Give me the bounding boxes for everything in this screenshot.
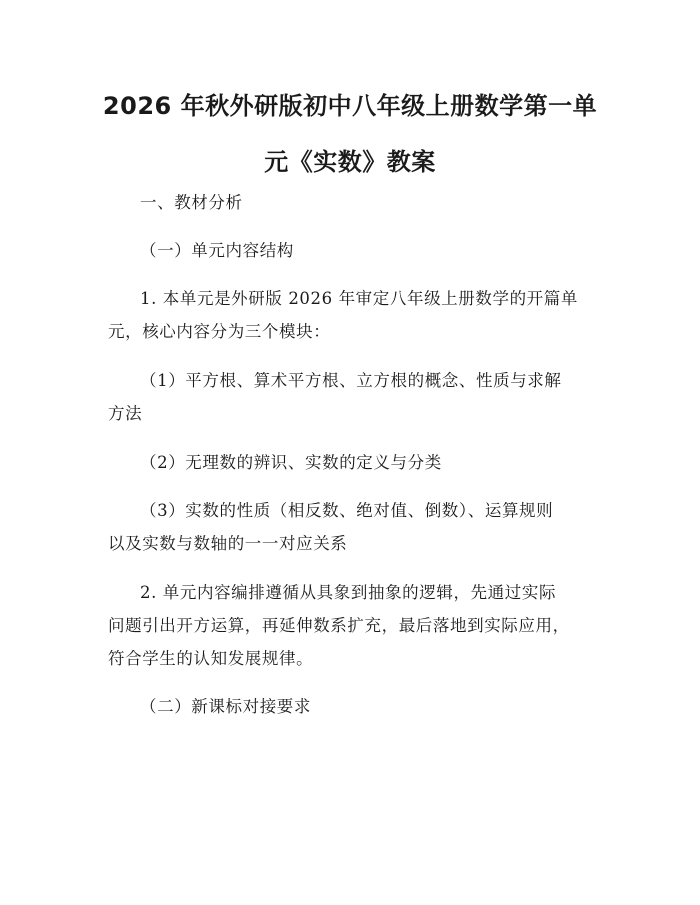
section-heading-1: 一、教材分析 — [140, 193, 243, 212]
subsection-heading-2: （二）新课标对接要求 — [140, 697, 311, 716]
paragraph-2-line-2: 问题引出开方运算，再延伸数系扩充，最后落地到实际应用， — [108, 616, 570, 635]
title-line-2: 元《实数》教案 — [264, 148, 436, 176]
document-title — [100, 78, 600, 190]
subsection-heading-1: （一）单元内容结构 — [140, 241, 294, 260]
paragraph-2-line-1: 2. 单元内容编排遵循从具象到抽象的逻辑，先通过实际 — [140, 583, 557, 602]
list-item-3-line-1: （3）实数的性质（相反数、绝对值、倒数）、运算规则 — [140, 501, 554, 520]
paragraph-2-line-3: 符合学生的认知发展规律。 — [108, 649, 314, 668]
list-item-1-line-2: 方法 — [108, 404, 143, 423]
list-item-2: （2）无理数的辨识、实数的定义与分类 — [140, 453, 442, 472]
list-item-1-line-1: （1）平方根、算术平方根、立方根的概念、性质与求解 — [140, 371, 562, 390]
paragraph-1-line-1: 1. 本单元是外研版 2026 年审定八年级上册数学的开篇单 — [140, 289, 578, 308]
paragraph-1-line-2: 元，核心内容分为三个模块： — [108, 322, 331, 341]
list-item-3-line-2: 以及实数与数轴的一一对应关系 — [108, 534, 348, 553]
title-line-1: 2026 年秋外研版初中八年级上册数学第一单 — [102, 92, 598, 120]
